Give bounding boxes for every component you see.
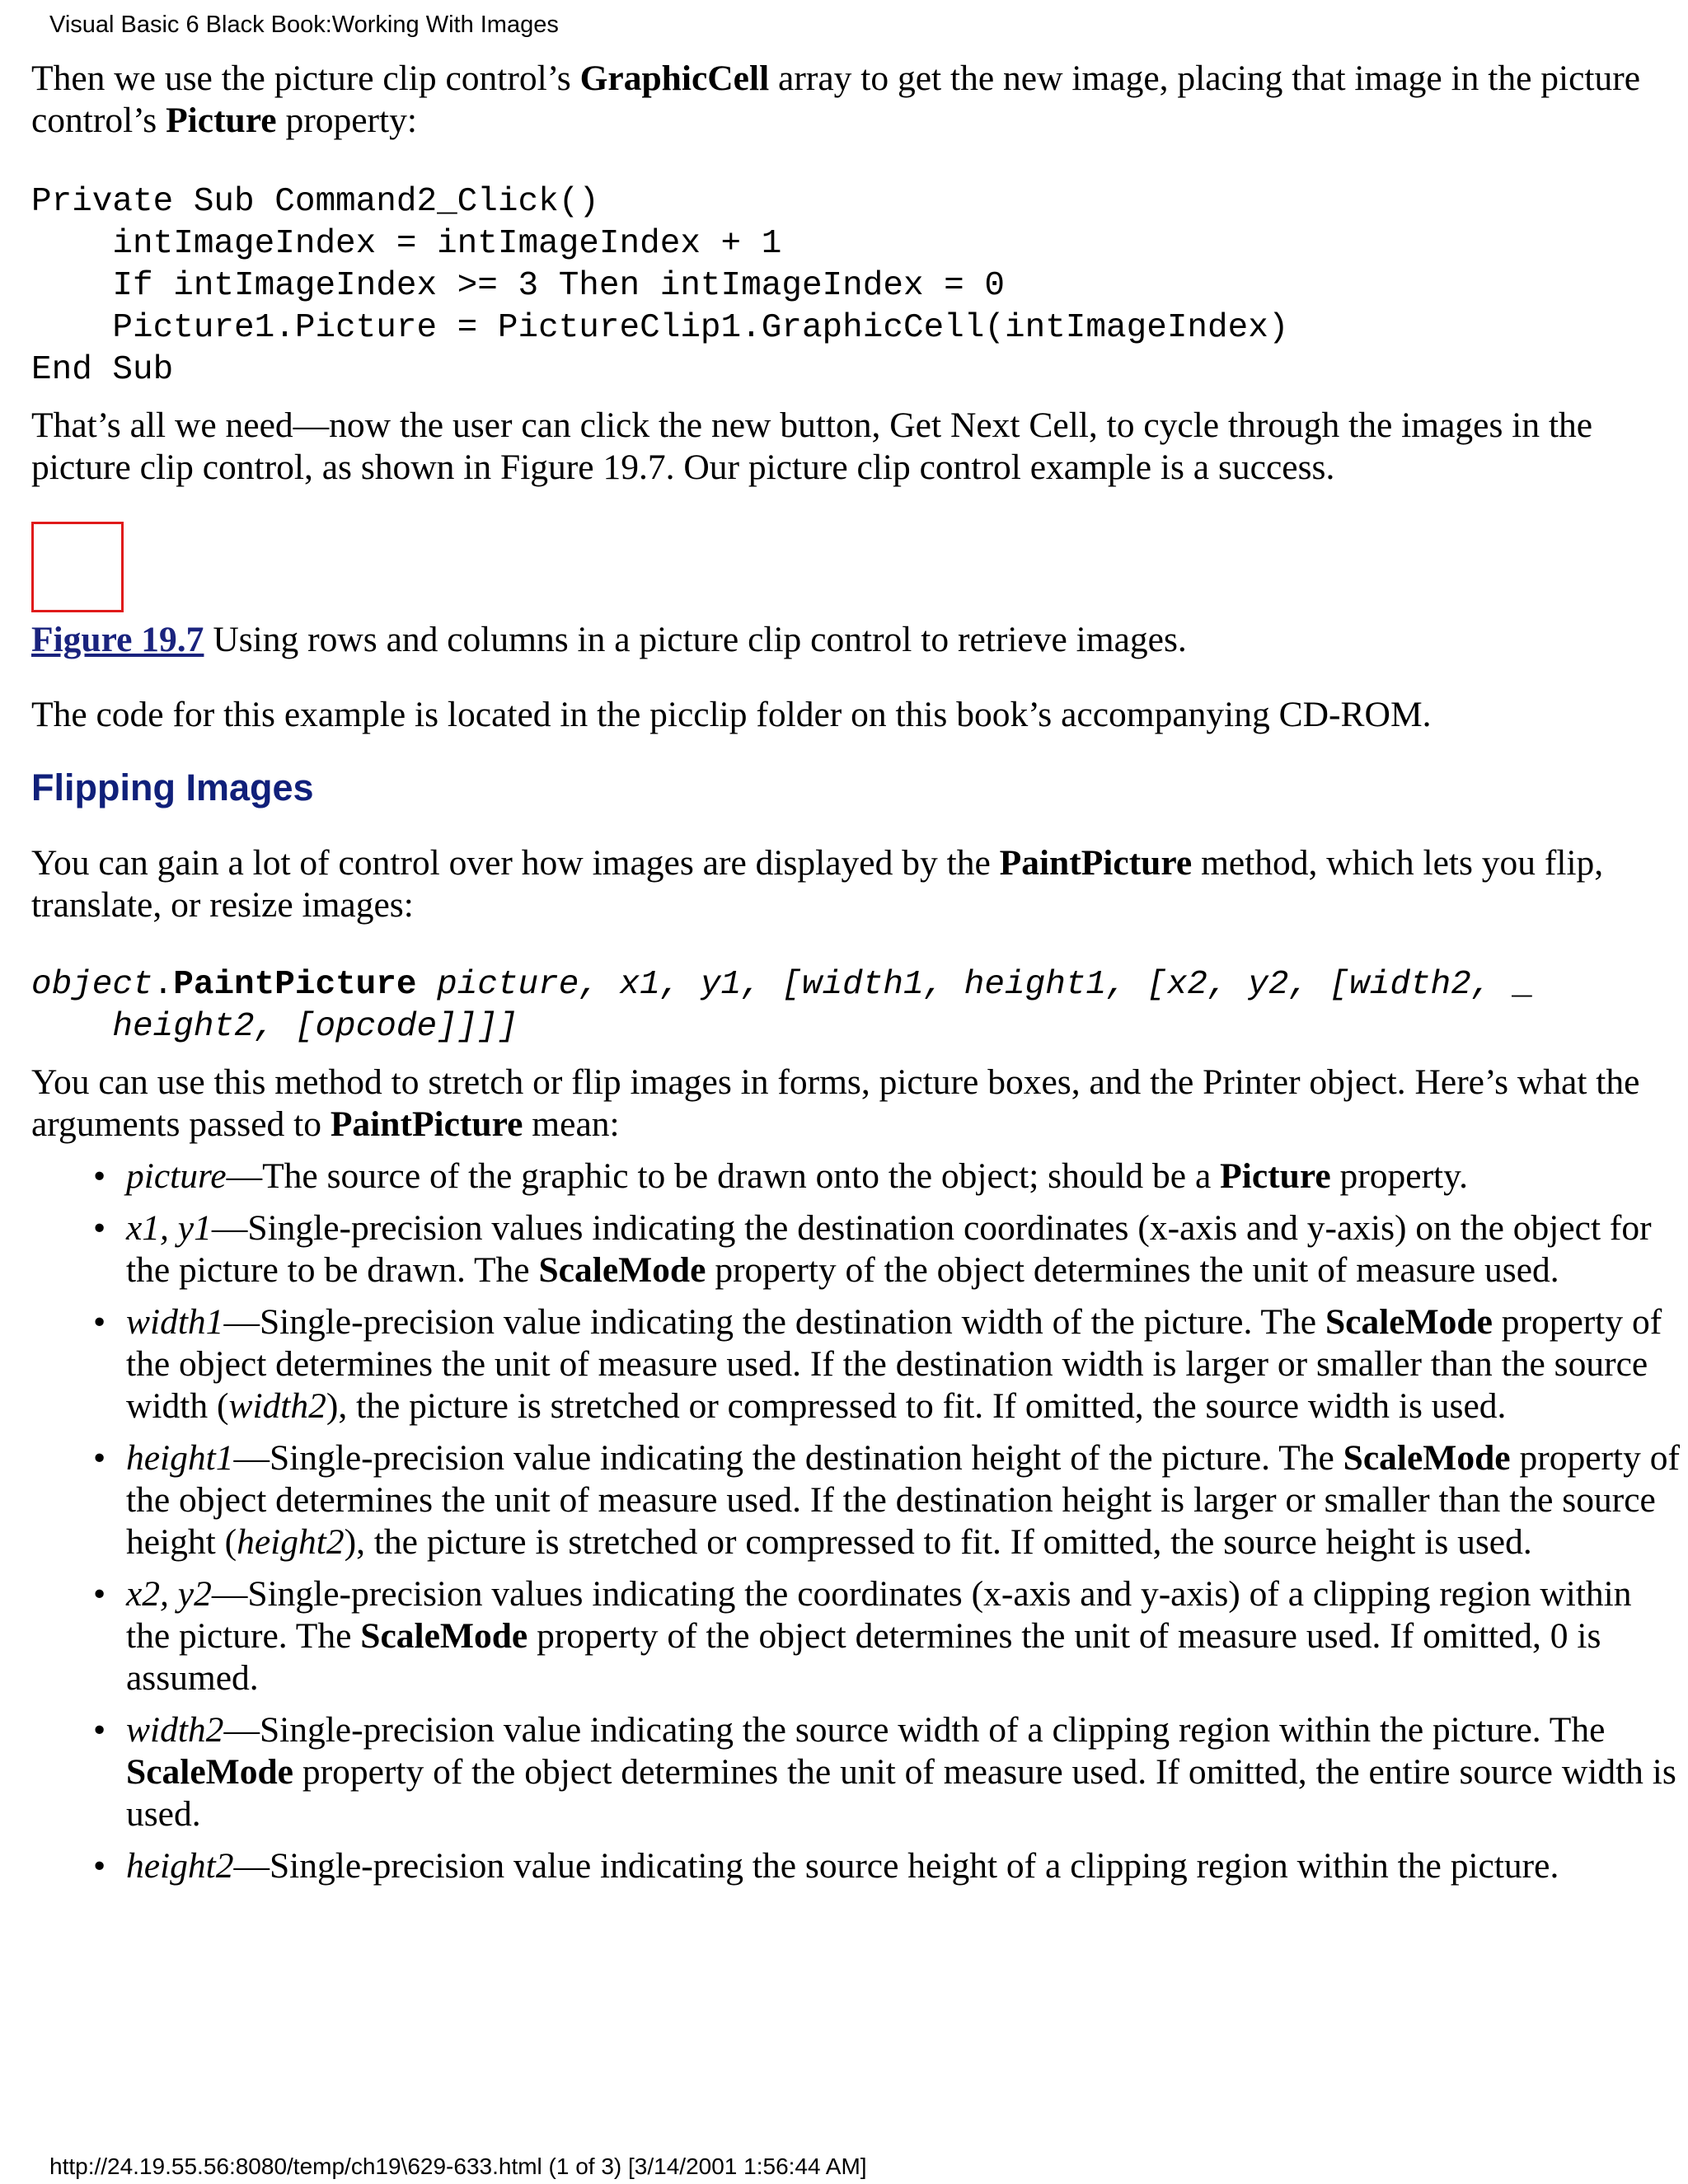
list-item-height1 <box>93 1437 1684 1563</box>
text-run: property. <box>1330 1156 1468 1196</box>
text-run: array to get the new image, placing that image in the picture control’s <box>31 59 1641 140</box>
text-run: property of the object determines the unit of measure used. <box>706 1250 1559 1290</box>
bold-term: ScaleMode <box>126 1752 293 1792</box>
text-run: method, which lets you flip, translate, or resize images: <box>31 843 1604 925</box>
text-run: ), the picture is stretched or compressed to fit. If omitted, the source height is used. <box>344 1522 1532 1562</box>
arg-name: height2 <box>126 1846 234 1886</box>
text-run: —Single-precision values indicating the destination coordinates (x-axis and y-axis) on the object for the picture to be drawn. The <box>126 1208 1652 1290</box>
list-item-x2-y2 <box>93 1573 1684 1699</box>
text-run: —Single-precision value indicating the source height of a clipping region within the picture. <box>233 1846 1559 1886</box>
text-run: property of the object determines the unit of measure used. If the destination height is larger or smaller than the source height ( <box>126 1438 1680 1562</box>
syntax-args: height2, [opcode]]]] <box>31 1008 518 1046</box>
bullet-icon: • <box>93 1438 106 1478</box>
list-item-height2 <box>93 1845 1684 1887</box>
syntax-listing <box>31 964 1663 1048</box>
arguments-list <box>31 1155 1684 1887</box>
arg-name: picture <box>126 1156 227 1196</box>
italic-term: width2 <box>228 1386 326 1426</box>
bold-term: ScaleMode <box>538 1250 706 1290</box>
arg-name: width2 <box>126 1710 224 1750</box>
arg-name: x2, y2 <box>126 1574 212 1614</box>
bold-term: Picture <box>166 101 277 140</box>
bullet-icon: • <box>93 1208 106 1248</box>
caption-text: Using rows and columns in a picture clip control to retrieve images. <box>204 620 1187 659</box>
text-run: property of the object determines the unit of measure used. If omitted, 0 is assumed. <box>126 1616 1601 1698</box>
figure-link[interactable]: Figure 19.7 <box>31 620 204 659</box>
result-paragraph: That’s all we need—now the user can click the new button, Get Next Cell, to cycle through the images in the picture clip control, as shown in Figure 19.7. Our picture clip control example is a success. <box>31 405 1593 487</box>
text-run: —The source of the graphic to be drawn onto the object; should be a <box>226 1156 1221 1196</box>
bullet-icon: • <box>93 1574 106 1614</box>
bold-term: PaintPicture <box>999 843 1193 883</box>
section-title: Flipping Images <box>31 766 314 808</box>
arg-name: width1 <box>126 1302 224 1342</box>
list-item-width2 <box>93 1709 1684 1835</box>
cd-rom-note: The code for this example is located in the picclip folder on this book’s accompanying CD-ROM. <box>31 695 1432 734</box>
bullet-icon: • <box>93 1710 106 1750</box>
bold-term: Picture <box>1220 1156 1331 1196</box>
paintpicture-intro <box>31 842 1663 926</box>
text-run: You can use this method to stretch or flip images in forms, picture boxes, and the Printer object. Here’s what the arguments passed to <box>31 1062 1640 1144</box>
arg-name: height1 <box>126 1438 234 1478</box>
figure-caption <box>31 619 1663 661</box>
list-item-picture <box>93 1155 1684 1197</box>
list-item-x1-y1 <box>93 1207 1684 1291</box>
arguments-intro <box>31 1062 1663 1146</box>
text-run: ), the picture is stretched or compressed to fit. If omitted, the source width is used. <box>326 1386 1507 1426</box>
arg-name: x1, y1 <box>126 1208 212 1248</box>
text-run: —Single-precision values indicating the coordinates (x-axis and y-axis) of a clipping region within the picture. The <box>126 1574 1632 1656</box>
text-run: property of the object determines the unit of measure used. If the destination width is larger or smaller than the source width ( <box>126 1302 1662 1426</box>
bullet-icon: • <box>93 1302 106 1342</box>
bold-term: ScaleMode <box>1325 1302 1493 1342</box>
syntax-object: object <box>31 966 153 1004</box>
list-item-width1 <box>93 1301 1684 1427</box>
page-header: Visual Basic 6 Black Book:Working With Images <box>49 12 559 38</box>
syntax-args: picture, x1, y1, [width1, height1, [x2, y2, [width2, <box>416 966 1492 1004</box>
text-run: —Single-precision value indicating the source width of a clipping region within the picture. The <box>223 1710 1606 1750</box>
page-content <box>31 58 1680 1897</box>
text-run: property: <box>276 101 417 140</box>
text-run: mean: <box>523 1104 620 1144</box>
bold-term: ScaleMode <box>1343 1438 1511 1478</box>
page-footer-url: http://24.19.55.56:8080/temp/ch19\629-633.html (1 of 3) [3/14/2001 1:56:44 AM] <box>49 2154 867 2179</box>
bold-term: ScaleMode <box>360 1616 528 1656</box>
syntax-continuation: _ <box>1491 966 1532 1004</box>
bullet-icon: • <box>93 1156 106 1196</box>
text-run: You can gain a lot of control over how images are displayed by the <box>31 843 1000 883</box>
bold-term: GraphicCell <box>579 59 770 98</box>
text-run: —Single-precision value indicating the destination height of the picture. The <box>233 1438 1343 1478</box>
italic-term: height2 <box>237 1522 345 1562</box>
code-listing: Private Sub Command2_Click() intImageIndex = intImageIndex + 1 If intImageIndex >= 3 Then intImageIndex = 0 Picture1.Picture = PictureClip1.GraphicCell(intImageIndex) End Sub <box>31 183 1289 389</box>
figure-image-placeholder[interactable] <box>31 522 124 612</box>
bullet-icon: • <box>93 1846 106 1886</box>
intro-paragraph <box>31 58 1663 142</box>
bold-term: PaintPicture <box>330 1104 523 1144</box>
text-run: Then we use the picture clip control’s <box>31 59 580 98</box>
text-run: property of the object determines the unit of measure used. If omitted, the entire source width is used. <box>126 1752 1676 1834</box>
syntax-method: PaintPicture <box>173 966 417 1004</box>
text-run: —Single-precision value indicating the destination width of the picture. The <box>223 1302 1325 1342</box>
syntax-dot: . <box>152 966 174 1004</box>
